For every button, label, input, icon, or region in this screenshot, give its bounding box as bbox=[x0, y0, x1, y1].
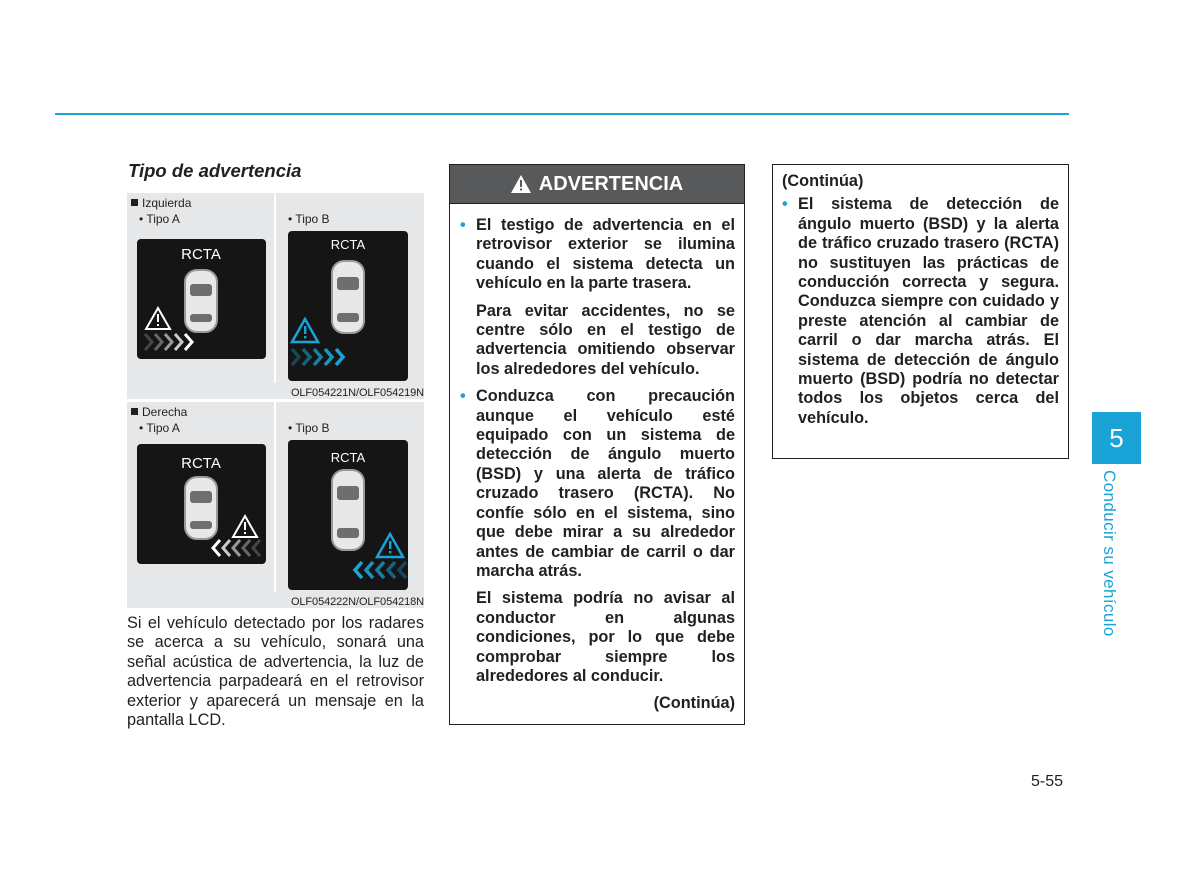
warning-paragraph: Para evitar accidentes, no se centre sólo en el testigo de advertencia omitiendo observar los alrededores del vehículo. bbox=[476, 301, 735, 378]
chapter-tab: 5 bbox=[1092, 412, 1141, 464]
cluster-screen-type-a bbox=[137, 444, 266, 564]
cluster-screen-type-b bbox=[288, 231, 408, 381]
figure-divider bbox=[274, 193, 276, 383]
figure-side-label: Izquierda bbox=[131, 196, 191, 210]
rcta-text: RCTA bbox=[181, 246, 221, 263]
chapter-title: Conducir su vehículo bbox=[1100, 470, 1119, 637]
figure-type-b-label: • Tipo B bbox=[288, 212, 330, 226]
car-top-view-icon bbox=[185, 270, 217, 332]
figure-type-a-label: • Tipo A bbox=[139, 212, 180, 226]
warning-triangle-icon bbox=[511, 175, 531, 193]
warning-box bbox=[449, 164, 745, 725]
rcta-text: RCTA bbox=[330, 450, 366, 465]
warning-triangle-icon bbox=[377, 534, 403, 557]
figure-code: OLF054221N/OLF054219N bbox=[290, 387, 424, 399]
figure-left-warning bbox=[127, 193, 424, 399]
continued-bullet: • El sistema de detección de ángulo muerto (BSD) y la alerta de tráfico cruzado trasero (RCTA) no sustituyen las prácticas de conducción correcta y segura. Conduzca siempre con cuidado y preste atención al cambiar de carril o dar marcha atrás. El sistema de detección de ángulo muerto (BSD) podría no detectar todos los objetos cerca del vehículo. bbox=[782, 195, 1059, 427]
cluster-screen-type-a bbox=[137, 239, 266, 359]
body-paragraph: Si el vehículo detectado por los radares se acerca a su vehículo, sonará una señal acústica de advertencia, la luz de advertencia parpadeará en el retrovisor exterior y aparecerá un mensaje en la pantalla LCD. bbox=[127, 614, 424, 730]
warning-bullet: • El testigo de advertencia en el retrovisor exterior se ilumina cuando el sistema detecta un vehículo en la parte trasera. bbox=[460, 216, 735, 293]
continued-warning-box bbox=[772, 164, 1069, 459]
rcta-text: RCTA bbox=[330, 237, 366, 252]
header-rule bbox=[55, 113, 1069, 115]
car-top-view-icon bbox=[332, 261, 364, 333]
figure-type-b-label: • Tipo B bbox=[288, 421, 330, 435]
continues-label: (Continúa) bbox=[653, 694, 735, 713]
warning-triangle-icon bbox=[233, 516, 257, 537]
rcta-text: RCTA bbox=[181, 455, 221, 472]
figure-type-a-label: • Tipo A bbox=[139, 421, 180, 435]
chevron-arrows-icon bbox=[292, 349, 343, 365]
warning-paragraph: El sistema podría no avisar al conductor en algunas condiciones, por lo que debe comprobar siempre los alrededores al conducir. bbox=[476, 589, 735, 685]
warning-triangle-icon bbox=[146, 308, 170, 329]
chevron-arrows-icon bbox=[355, 562, 406, 578]
continued-heading: (Continúa) bbox=[782, 172, 864, 190]
warning-title: ADVERTENCIA bbox=[538, 172, 684, 195]
warning-triangle-icon bbox=[292, 319, 318, 342]
chevron-arrows-icon bbox=[145, 334, 192, 350]
figure-side-label: Derecha bbox=[131, 405, 187, 419]
section-title: Tipo de advertencia bbox=[128, 160, 302, 181]
cluster-screen-type-b bbox=[288, 440, 408, 590]
figure-code: OLF054222N/OLF054218N bbox=[290, 596, 424, 608]
warning-header bbox=[450, 165, 744, 204]
warning-bullet: • Conduzca con precaución aunque el vehículo esté equipado con un sistema de detección de ángulo muerto (BSD) y una alerta de tráfico cruzado trasero (RCTA). No confíe sólo en el sistema, sino que debe mirar a su alrededor antes de cambiar de carril o dar marcha atrás. bbox=[460, 387, 735, 580]
figure-right-warning bbox=[127, 402, 424, 608]
page-number: 5-55 bbox=[1031, 773, 1064, 790]
figure-divider bbox=[274, 402, 276, 592]
car-top-view-icon bbox=[185, 477, 217, 539]
chevron-arrows-icon bbox=[213, 540, 260, 556]
car-top-view-icon bbox=[332, 470, 364, 550]
